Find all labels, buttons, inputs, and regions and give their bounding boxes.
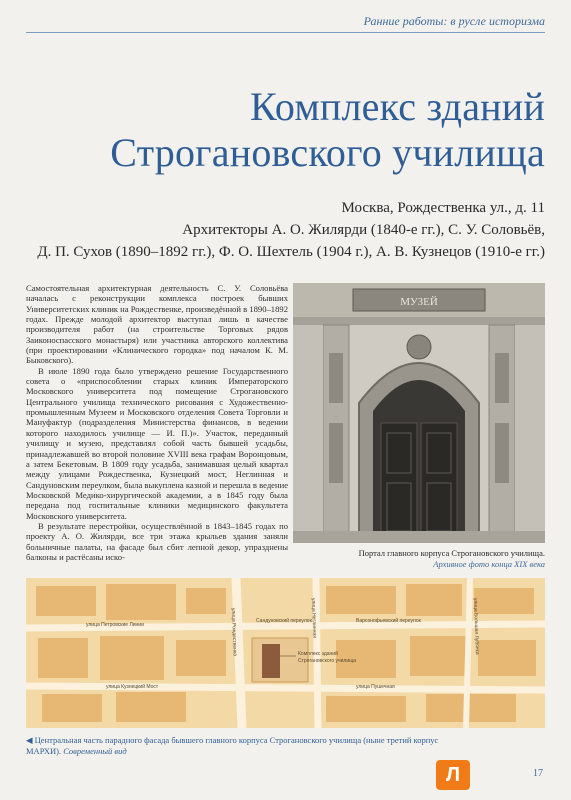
book-page: [26, 0, 545, 800]
photo-credit: Архивное фото конца XIX века: [433, 559, 545, 569]
architects-line-1: Архитекторы А. О. Жилярди (1840-е гг.), С. У. Соловьёв,: [182, 222, 545, 238]
architects-line-2: Д. П. Сухов (1890–1892 гг.), Ф. О. Шехтель (1904 г.), А. В. Кузнецов (1910-е гг.): [37, 244, 545, 260]
strogonov-complex-marker: [262, 644, 280, 678]
page-number: 17: [533, 768, 543, 779]
portal-illustration: [293, 283, 545, 543]
watermark-letter: Л: [445, 764, 461, 786]
page-title: [26, 84, 545, 176]
map-caption-text: Центральная часть парадного фасада бывшего главного корпуса Строгановского училища (ныне третий корпус МАРХИ).: [26, 735, 439, 756]
street-label: улица Петровские Линии: [86, 622, 144, 628]
street-label: улица Большая Лубянка: [472, 597, 480, 655]
map-illustration: [26, 578, 545, 728]
map-caption: [26, 735, 456, 757]
street-label: улица Кузнецкий Мост: [106, 684, 159, 690]
street-label: Варсонофьевский переулок: [356, 618, 421, 624]
title-line-2: Строгановского училища: [110, 130, 545, 175]
address: Москва, Рождественка ул., д. 11: [341, 200, 545, 216]
body-paragraph-1: Самостоятельная архитектурная деятельность С. У. Соловьёва началась с реконструкции комплекса построек бывших Университетских клиник на Рождественке, произведённой в 1890–1892 годах. Прежде молодой архитектор выступал лишь в качестве производителя работ (на строительстве Торговых рядов Заиконоспасского монастыря) или участника авторского коллектива (при проектировании «Клинического городка» под началом К. М. Быковского).: [26, 283, 288, 366]
labirint-logo-icon: [436, 760, 470, 790]
portal-photo: [293, 283, 545, 543]
title-line-1: Комплекс зданий: [250, 84, 545, 129]
body-paragraph-3: В результате перестройки, осуществлённой в 1843–1845 годах по проекту А. О. Жилярди, все три этажа крыльев здания заняли больничные палаты, на фасаде был сбит лепной декор, упразднены балконы и растёсаны иско-: [26, 520, 288, 562]
street-label: улица Рождественка: [230, 607, 238, 657]
map-caption-credit: Современный вид: [63, 746, 127, 756]
running-head: Ранние работы: в русле историзма: [363, 14, 545, 28]
subtitle: [26, 197, 545, 263]
location-map: [26, 578, 545, 728]
photo-caption: [293, 548, 545, 570]
map-legend-line-2: Строгановского училища: [298, 658, 357, 664]
street-label: улица Пушечная: [356, 684, 395, 690]
museum-sign: МУЗЕЙ: [400, 296, 438, 308]
photo-caption-text: Портал главного корпуса Строгановского училища.: [358, 548, 545, 558]
caption-arrow-icon: ◀: [26, 735, 33, 745]
street-label: Сандуновский переулок: [256, 618, 312, 624]
header-rule: [26, 32, 545, 33]
street-label: улица Неглинная: [310, 597, 318, 639]
body-paragraph-2: В июле 1890 года было утверждено решение Государственного совета о «приспособлении старых клиник Императорского Московского университета под помещение Строгановского Центрального училища технического рисования с Художественно-промышленным Музеем и Московского отделения Совета Торговли и Мануфактур (подразделения Министерства финансов, в ведении которого находилось училище — И. П.)». Участок, переданный училищу и музею, представлял собой часть бывшей усадьбы, принадлежавшей во второй половине XVIII века графам Воронцовым, а затем Бекетовым. В 1809 году усадьба, занимавшая целый квартал между улицами Рождественка, Кузнецкий мост, Неглинная и Сандуновским переулком, была выкуплена казной и перешла в ведение Московской Медико-хирургической академии, а в 1845 году была передана под госпитальные клиники медицинского факультета Московского университета.: [26, 365, 289, 521]
body-text: [26, 283, 288, 562]
map-legend-line-1: Комплекс зданий: [298, 651, 338, 657]
